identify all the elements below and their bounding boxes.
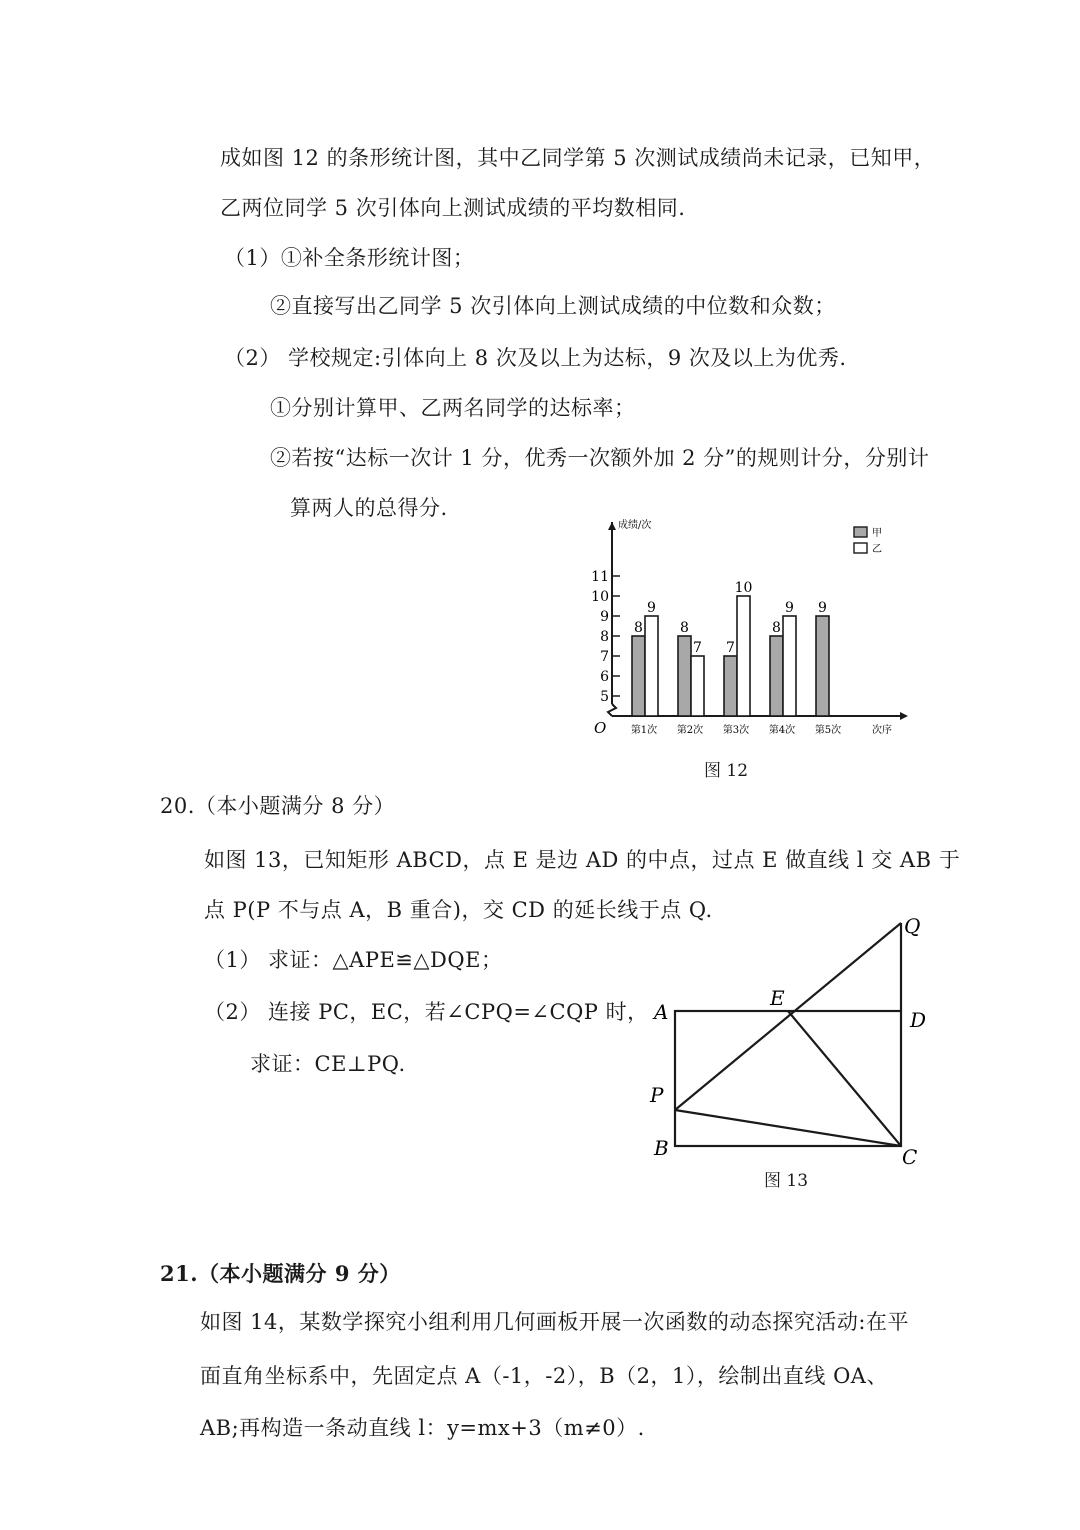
- q21-text-line-3: AB;再构造一条动直线 l：y=mx+3（m≠0）.: [200, 1416, 645, 1440]
- y-tick-label: 9: [600, 609, 609, 625]
- data-label-jia: 9: [818, 600, 827, 616]
- bar-jia: [632, 636, 645, 716]
- q19-part-2-2-cont: 算两人的总得分.: [290, 496, 448, 520]
- segment-pc: [675, 1110, 901, 1146]
- q19-text-line-1: 成如图 12 的条形统计图，其中乙同学第 5 次测试成绩尚未记录，已知甲，: [220, 146, 936, 170]
- q21-text-line-2: 面直角坐标系中，先固定点 A（-1，-2），B（2，1），绘制出直线 OA、: [200, 1364, 888, 1388]
- data-label-jia: 8: [772, 620, 781, 636]
- legend-swatch-jia: [854, 527, 867, 537]
- y-tick-label: 8: [600, 629, 609, 645]
- q19-part-2: （2） 学校规定:引体向上 8 次及以上为达标，9 次及以上为优秀.: [224, 346, 847, 370]
- label-d: D: [910, 1008, 927, 1032]
- label-a: A: [654, 1000, 669, 1024]
- q20-text-line-2: 点 P(P 不与点 A，B 重合)，交 CD 的延长线于点 Q.: [204, 898, 713, 922]
- bar-yi: [645, 616, 658, 716]
- bar-yi: [783, 616, 796, 716]
- bar-jia: [816, 616, 829, 716]
- y-tick-label: 7: [600, 649, 609, 665]
- q19-part-2-2: ②若按“达标一次计 1 分，优秀一次额外加 2 分”的规则计分，分别计: [270, 446, 930, 470]
- legend-swatch-yi: [854, 543, 867, 553]
- q20-part-2-cont: 求证：CE⊥PQ.: [250, 1052, 406, 1076]
- bar-yi: [691, 656, 704, 716]
- label-q: Q: [904, 914, 921, 938]
- x-axis-arrow: [900, 712, 908, 720]
- origin-label: O: [594, 719, 607, 737]
- q20-part-2: （2） 连接 PC，EC，若∠CPQ=∠CQP 时，: [204, 1000, 649, 1024]
- data-label-yi: 7: [693, 640, 702, 656]
- x-tick-label: 第2次: [676, 725, 704, 736]
- label-c: C: [902, 1145, 918, 1169]
- x-tick-label: 第3次: [722, 725, 750, 736]
- legend-label-yi: 乙: [872, 544, 882, 555]
- q21-text-line-1: 如图 14，某数学探究小组利用几何画板开展一次函数的动态探究活动:在平: [200, 1310, 909, 1334]
- q19-part-1: （1）①补全条形统计图；: [224, 246, 475, 270]
- y-axis-title: 成绩/次: [618, 520, 652, 531]
- chart-bars: [632, 596, 829, 716]
- q20-text-line-1: 如图 13，已知矩形 ABCD，点 E 是边 AD 的中点，过点 E 做直线 l 交 AB 于: [204, 848, 961, 872]
- y-axis-arrow: [608, 522, 616, 530]
- q21-title: 21.（本小题满分 9 分）: [160, 1261, 401, 1286]
- figure-12-bar-chart: [560, 510, 920, 740]
- y-tick-label: 11: [591, 569, 609, 585]
- q20-title: 20.（本小题满分 8 分）: [160, 794, 396, 818]
- q19-part-2-1: ①分别计算甲、乙两名同学的达标率；: [270, 396, 636, 420]
- data-label-jia: 7: [726, 640, 735, 656]
- figure-13-caption: 图 13: [764, 1171, 809, 1191]
- x-tick-label: 第1次: [630, 725, 658, 736]
- bar-yi: [737, 596, 750, 716]
- bar-jia: [724, 656, 737, 716]
- q20-part-1: （1） 求证：△APE≌△DQE；: [204, 948, 503, 972]
- bar-jia: [770, 636, 783, 716]
- y-tick-label: 5: [600, 689, 609, 705]
- x-axis-title: 次序: [872, 725, 892, 736]
- segment-ec: [788, 1011, 901, 1146]
- data-label-yi: 9: [647, 600, 656, 616]
- figure-13-geometry: [640, 905, 940, 1170]
- data-label-yi: 9: [785, 600, 794, 616]
- q19-text-line-2: 乙两位同学 5 次引体向上测试成绩的平均数相同.: [220, 196, 686, 220]
- x-tick-label: 第4次: [768, 725, 796, 736]
- legend-label-jia: 甲: [872, 528, 882, 539]
- y-tick-label: 10: [591, 589, 609, 605]
- line-pq: [675, 923, 901, 1110]
- bar-jia: [678, 636, 691, 716]
- x-tick-label: 第5次: [814, 725, 842, 736]
- label-p: P: [650, 1083, 664, 1107]
- rectangle-abcd: [675, 1011, 901, 1146]
- data-label-jia: 8: [680, 620, 689, 636]
- q19-part-1-2: ②直接写出乙同学 5 次引体向上测试成绩的中位数和众数；: [270, 294, 836, 318]
- label-e: E: [770, 986, 785, 1010]
- axis-break: [608, 704, 616, 716]
- y-tick-label: 6: [600, 669, 609, 685]
- figure-12-caption: 图 12: [704, 761, 749, 781]
- label-b: B: [654, 1136, 669, 1160]
- data-label-yi: 10: [734, 580, 753, 596]
- data-label-jia: 8: [634, 620, 643, 636]
